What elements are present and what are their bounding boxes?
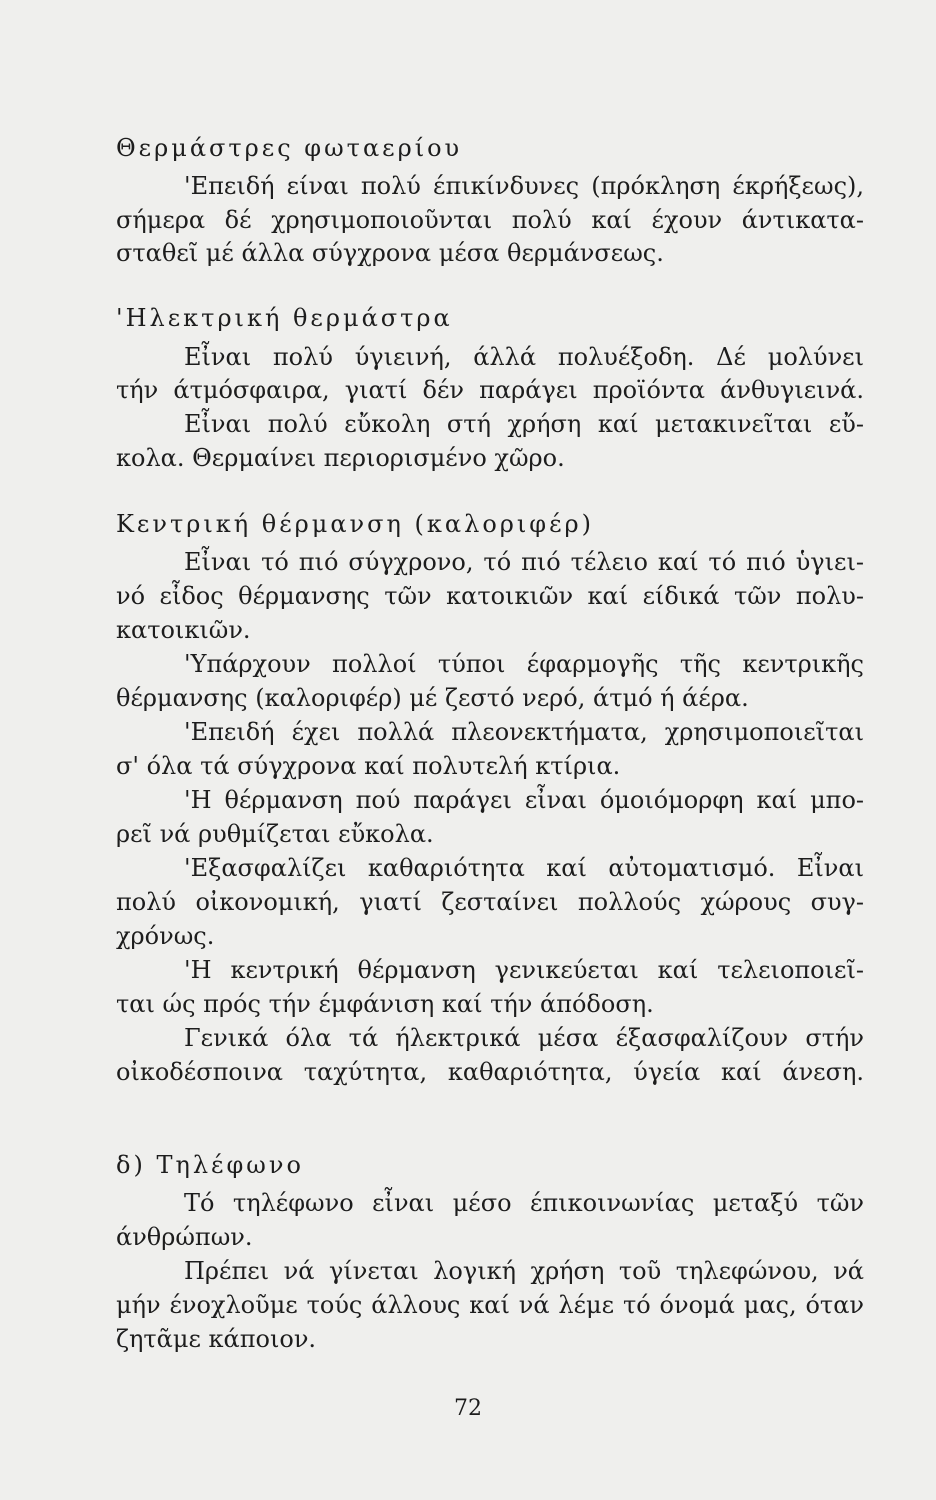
paragraph-line: ρεῖ νά ρυθμίζεται εὔκολα. [116,820,434,848]
paragraph-line: νό εἶδος θέρμανσης τῶν κατοικιῶν καί είδικά τῶν πολυ- [116,582,864,610]
paragraph-line: θέρμανσης (καλοριφέρ) μέ ζεστό νερό, άτμό ή άέρα. [116,684,749,712]
paragraph-line: τήν άτμόσφαιρα, γιατί δέν παράγει προϊόντα άνθυγιεινά. [116,376,864,404]
paragraph-line: Εἶναι πολύ ύγιεινή, άλλά πολυέξοδη. Δέ μολύνει [184,343,864,371]
paragraph-line: 'Επειδή έχει πολλά πλεονεκτήματα, χρησιμοποιεῖται [184,718,864,746]
paragraph-line: μήν ένοχλοῦμε τούς άλλους καί νά λέμε τό όνομά μας, όταν [116,1291,864,1319]
paragraph-line: οἰκοδέσποινα ταχύτητα, καθαριότητα, ύγεία καί άνεση. [116,1058,864,1086]
paragraph-line: Εἶναι πολύ εὔκολη στή χρήση καί μετακινεῖται εὔ- [184,410,864,438]
paragraph-line: σήμερα δέ χρησιμοποιοῦνται πολύ καί έχουν άντικατα- [116,206,864,234]
paragraph-line: 'Εξασφαλίζει καθαριότητα καί αὐτοματισμό. Εἶναι [184,854,864,882]
paragraph-line: ται ώς πρός τήν έμφάνιση καί τήν άπόδοση. [116,990,654,1018]
paragraph-line: 'Υπάρχουν πολλοί τύποι έφαρμογῆς τῆς κεντρικῆς [184,650,864,678]
section-heading-telephone: δ) Τηλέφωνο [116,1151,304,1179]
paragraph-line: χρόνως. [116,922,215,950]
paragraph-line: Γενικά όλα τά ήλεκτρικά μέσα έξασφαλίζουν στήν [184,1024,864,1052]
paragraph-line: Τό τηλέφωνο εἶναι μέσο έπικοινωνίας μεταξύ τῶν [184,1189,864,1217]
paragraph-line: κατοικιῶν. [116,616,251,644]
paragraph-line: πολύ οἰκονομική, γιατί ζεσταίνει πολλούς χώρους συγ- [116,888,864,916]
paragraph-line: Εἶναι τό πιό σύγχρονο, τό πιό τέλειο καί τό πιό ὑγιει- [184,548,864,576]
paragraph-line: άνθρώπων. [116,1223,253,1251]
paragraph-line: 'Η θέρμανση πού παράγει εἶναι όμοιόμορφη καί μπο- [184,786,864,814]
section-heading-central-heating: Κεντρική θέρμανση (καλοριφέρ) [116,510,594,538]
paragraph-line: 'Η κεντρική θέρμανση γενικεύεται καί τελειοποιεῖ- [184,956,864,984]
section-heading-gas-heaters: Θερμάστρες φωταερίου [116,134,463,162]
page-number: 72 [454,1396,482,1421]
paragraph-line: σταθεῖ μέ άλλα σύγχρονα μέσα θερμάνσεως. [116,239,664,267]
paragraph-line: ζητᾶμε κάποιον. [116,1325,317,1353]
paragraph-line: 'Επειδή είναι πολύ έπικίνδυνες (πρόκληση έκρήξεως), [184,172,864,200]
paragraph-line: Πρέπει νά γίνεται λογική χρήση τοῦ τηλεφώνου, νά [184,1257,864,1285]
paragraph-line: κολα. Θερμαίνει περιορισμένο χῶρο. [116,444,565,472]
section-heading-electric-heater: 'Ηλεκτρική θερμάστρα [116,304,453,332]
paragraph-line: σ' όλα τά σύγχρονα καί πολυτελή κτίρια. [116,752,621,780]
